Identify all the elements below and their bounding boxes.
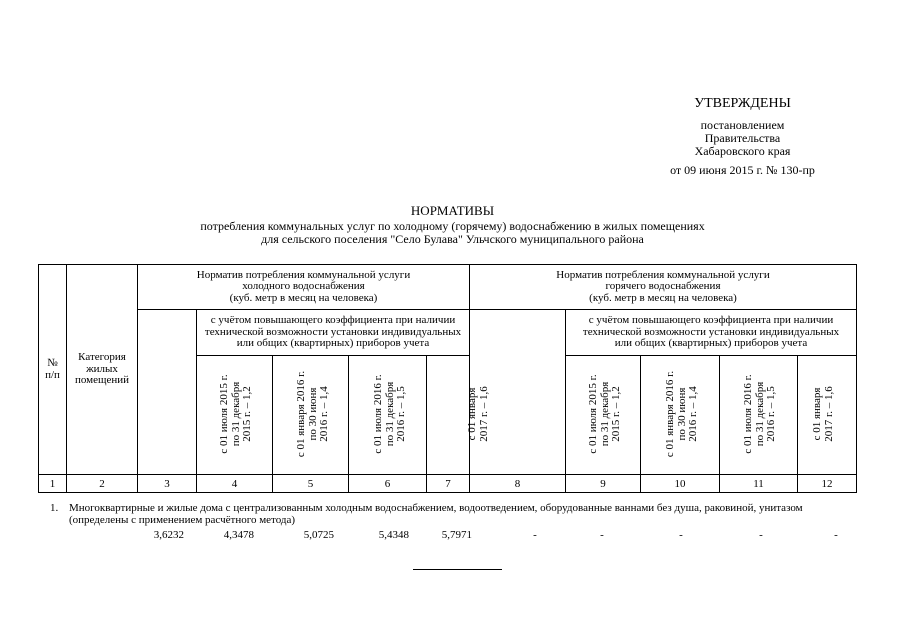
approval-heading: УТВЕРЖДЕНЫ bbox=[694, 96, 791, 111]
col-number: 5 bbox=[307, 478, 314, 490]
value-cell: - bbox=[533, 529, 537, 541]
value-cell: - bbox=[759, 529, 763, 541]
approval-line-2: Правительства bbox=[704, 131, 781, 145]
col-number: 8 bbox=[514, 478, 521, 490]
approval-date: от 09 июня 2015 г. № 130-пр bbox=[670, 163, 815, 177]
approval-line-1: постановлением bbox=[700, 118, 785, 132]
col-number: 4 bbox=[231, 478, 238, 490]
value-cell: - bbox=[679, 529, 683, 541]
value-cell: - bbox=[600, 529, 604, 541]
hot-period-2016-h1: с 01 января 2016 г. по 30 июня 2016 г. – 1,4 bbox=[664, 370, 699, 458]
hot-period-2015-h2: с 01 июля 2015 г. по 31 декабря 2015 г. – 1,2 bbox=[587, 374, 622, 454]
col-number: 11 bbox=[753, 478, 764, 490]
value-cell: 5,0725 bbox=[303, 529, 334, 541]
cold-period-2015-h2: с 01 июля 2015 г. по 31 декабря 2015 г. – 1,2 bbox=[218, 374, 253, 454]
cold-water-header: Норматив потребления коммунальной услуги холодного водоснабжения (куб. метр в месяц на человека) bbox=[196, 268, 411, 304]
col-number: 1 bbox=[49, 478, 56, 490]
footer-divider bbox=[413, 569, 502, 570]
col-number: 3 bbox=[164, 478, 170, 490]
value-cell: - bbox=[834, 529, 838, 541]
col-number: 10 bbox=[674, 478, 686, 490]
col-number: 9 bbox=[600, 478, 606, 490]
col-number: 6 bbox=[384, 478, 391, 490]
column-category-header: Категория жилых помещений bbox=[74, 351, 130, 387]
document-subtitle-1: потребления коммунальных услуг по холодному (горячему) водоснабжению в жилых помещениях bbox=[200, 219, 705, 233]
cold-coefficient-header: с учётом повышающего коэффициента при наличии технической возможности установки индивидуальных или общих (квартирных) приборов учета bbox=[204, 314, 462, 350]
col-number: 2 bbox=[99, 478, 105, 490]
cold-period-2017: с 01 января 2017 г. – 1,6 bbox=[466, 386, 490, 442]
value-cell: 5,7971 bbox=[441, 529, 472, 541]
hot-period-2016-h2: с 01 июля 2016 г. по 31 декабря 2016 г. – 1,5 bbox=[742, 374, 777, 454]
value-cell: 5,4348 bbox=[378, 529, 409, 541]
row-description: Многоквартирные и жилые дома с централизованным холодным водоснабжением, водоотведением, оборудованные ваннами без душа, раковиной, унитазом (определены с применением расчётного метода) bbox=[69, 502, 803, 526]
row-index: 1. bbox=[50, 502, 59, 514]
value-cell: 3,6232 bbox=[153, 529, 184, 541]
approval-line-3: Хабаровского края bbox=[694, 144, 791, 158]
col-number: 12 bbox=[821, 478, 833, 490]
document-subtitle-2: для сельского поселения "Село Булава" Ульчского муниципального района bbox=[261, 232, 644, 246]
document-title: НОРМАТИВЫ bbox=[410, 203, 495, 218]
hot-coefficient-header: с учётом повышающего коэффициента при наличии технической возможности установки индивидуальных или общих (квартирных) приборов учета bbox=[582, 314, 840, 350]
column-number-header: № п/п bbox=[45, 357, 60, 381]
value-cell: 4,3478 bbox=[223, 529, 254, 541]
col-number: 7 bbox=[445, 478, 451, 490]
hot-period-2017: с 01 января 2017 г. – 1,6 bbox=[811, 386, 835, 442]
cold-period-2016-h2: с 01 июля 2016 г. по 31 декабря 2016 г. – 1,5 bbox=[372, 374, 407, 454]
cold-period-2016-h1: с 01 января 2016 г. по 30 июня 2016 г. – 1,4 bbox=[295, 370, 330, 458]
hot-water-header: Норматив потребления коммунальной услуги горячего водоснабжения (куб. метр в месяц на человека) bbox=[556, 268, 770, 304]
